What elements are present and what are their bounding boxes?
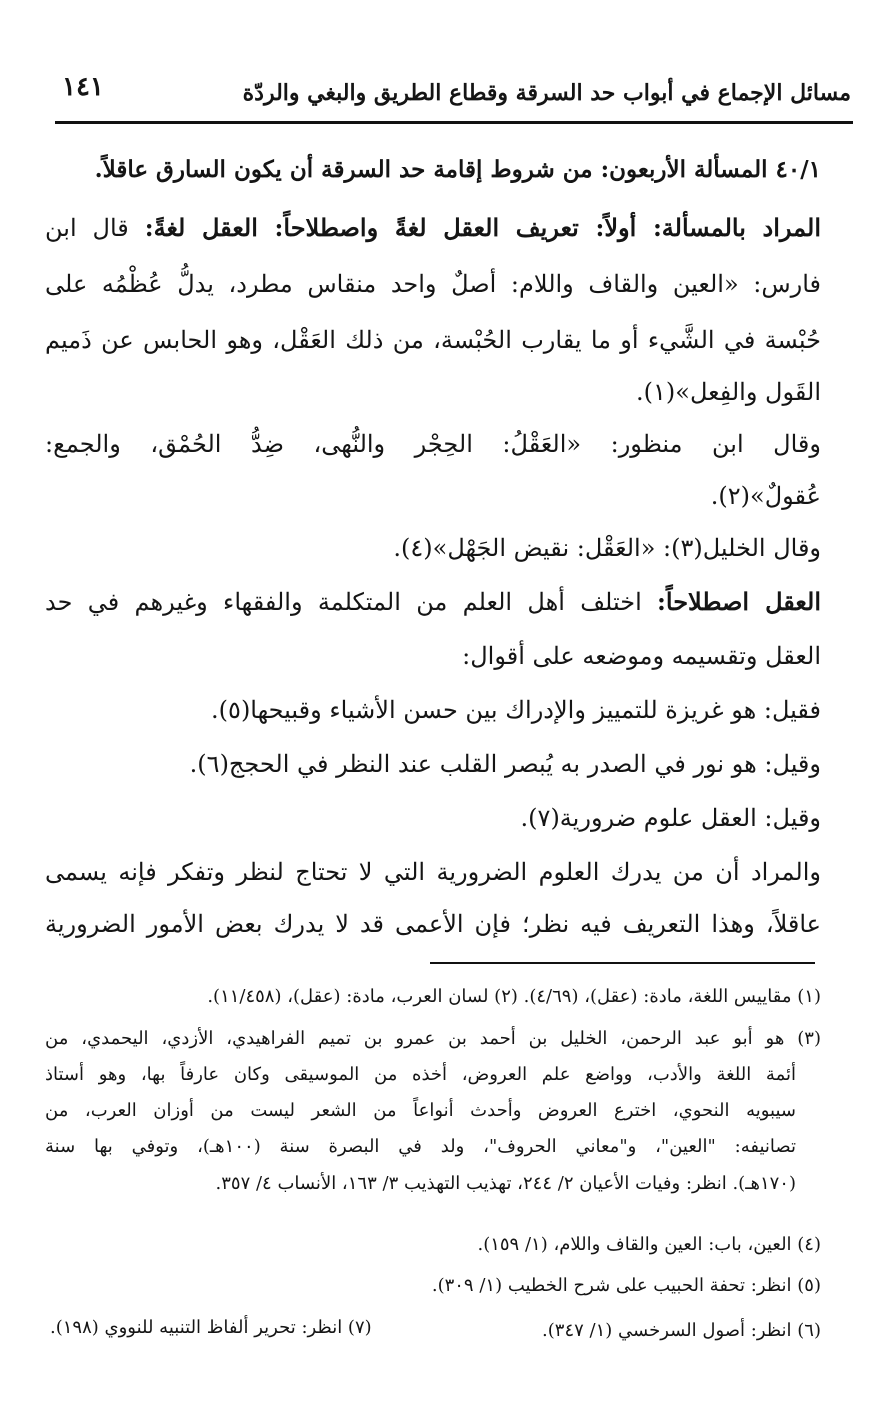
header-rule [55,121,853,124]
footnote-3-line-2: أئمة اللغة والأدب، وواضع علم العروض، أخذه من الموسيقى وكان عارفاً بها، وهو أستاذ [45,1064,796,1085]
footnote-separator [430,962,815,964]
footnote-4: (٤) العين، باب: العين والقاف واللام، (١/ ١٥٩). [477,1234,821,1255]
body-line-12: وقيل: العقل علوم ضرورية(٧). [520,804,821,832]
body-line-4: القَول والفِعل»(١). [636,378,821,406]
footnote-3-line-5: (١٧٠هـ). انظر: وفيات الأعيان ٢/ ٢٤٤، تهذيب التهذيب ٣/ ١٦٣، الأنساب ٤/ ٣٥٧. [215,1173,796,1194]
body-line-1 [45,213,821,242]
body-line-10: فقيل: هو غريزة للتمييز والإدراك بين حسن الأشياء وقبيحها(٥). [211,696,821,724]
footnote-3-line-1: (٣) هو أبو عبد الرحمن، الخليل بن أحمد بن عمرو بن تميم الفراهيدي، الأزدي، اليحمدي، من [45,1028,821,1049]
body-line-14: عاقلاً، وهذا التعريف فيه نظر؛ فإن الأعمى قد لا يدرك بعض الأمور الضرورية [45,910,821,938]
body-line-5: وقال ابن منظور: «العَقْلُ: الحِجْر والنُّهى، ضِدُّ الحُمْق، والجمع: [45,430,821,458]
footnote-7: (٧) انظر: تحرير ألفاظ التنبيه للنووي (١٩٨). [50,1317,372,1338]
body-line-1-rest: قال ابن [45,214,145,242]
body-line-8 [45,587,821,616]
body-line-2: فارس: «العين والقاف واللام: أصلٌ واحد منقاس مطرد، يدلُّ عُظْمُه على [45,270,821,298]
footnote-1-2: (١) مقاييس اللغة، مادة: (عقل)، (٤/٦٩). (٢) لسان العرب، مادة: (عقل)، (١١/٤٥٨). [207,986,821,1007]
body-line-7: وقال الخليل(٣): «العَقْل: نقيض الجَهْل»(٤). [393,534,821,562]
footnote-3-line-4: تصانيفه: "العين"، و"معاني الحروف"، ولد في البصرة سنة (١٠٠هـ)، وتوفي بها سنة [45,1136,796,1157]
body-line-9: العقل وتقسيمه وموضعه على أقوال: [462,642,821,670]
footnote-6: (٦) انظر: أصول السرخسي (١/ ٣٤٧). [542,1320,821,1341]
term-lead: العقل اصطلاحاً: [657,587,821,616]
footnote-3-line-3: سيبويه النحوي، اخترع العروض وأحدث أنواعاً من الشعر ليست من أوزان العرب، من [45,1100,796,1121]
body-line-6: عُقولٌ»(٢). [710,482,821,510]
page-number: ١٤١ [62,72,104,102]
body-line-8-rest: اختلف أهل العلم من المتكلمة والفقهاء وغيرهم في حد [45,588,658,616]
body-line-3: حُبْسة في الشَّيء أو ما يقارب الحُبْسة، من ذلك العَقْل، وهو الحابس عن ذَميم [45,326,821,354]
definition-lead: المراد بالمسألة: أولاً: تعريف العقل لغةً واصطلاحاً: العقل لغةً: [144,213,821,242]
body-line-11: وقيل: هو نور في الصدر به يُبصر القلب عند النظر في الحجج(٦). [189,750,821,778]
running-title: مسائل الإجماع في أبواب حد السرقة وقطاع الطريق والبغي والردّة [242,80,851,106]
footnote-5: (٥) انظر: تحفة الحبيب على شرح الخطيب (١/ ٣٠٩). [431,1275,821,1296]
body-line-13: والمراد أن من يدرك العلوم الضرورية التي لا تحتاج لنظر وتفكر فإنه يسمى [45,858,821,886]
issue-heading: ٤٠/١ المسألة الأربعون: من شروط إقامة حد السرقة أن يكون السارق عاقلاً. [94,156,821,183]
